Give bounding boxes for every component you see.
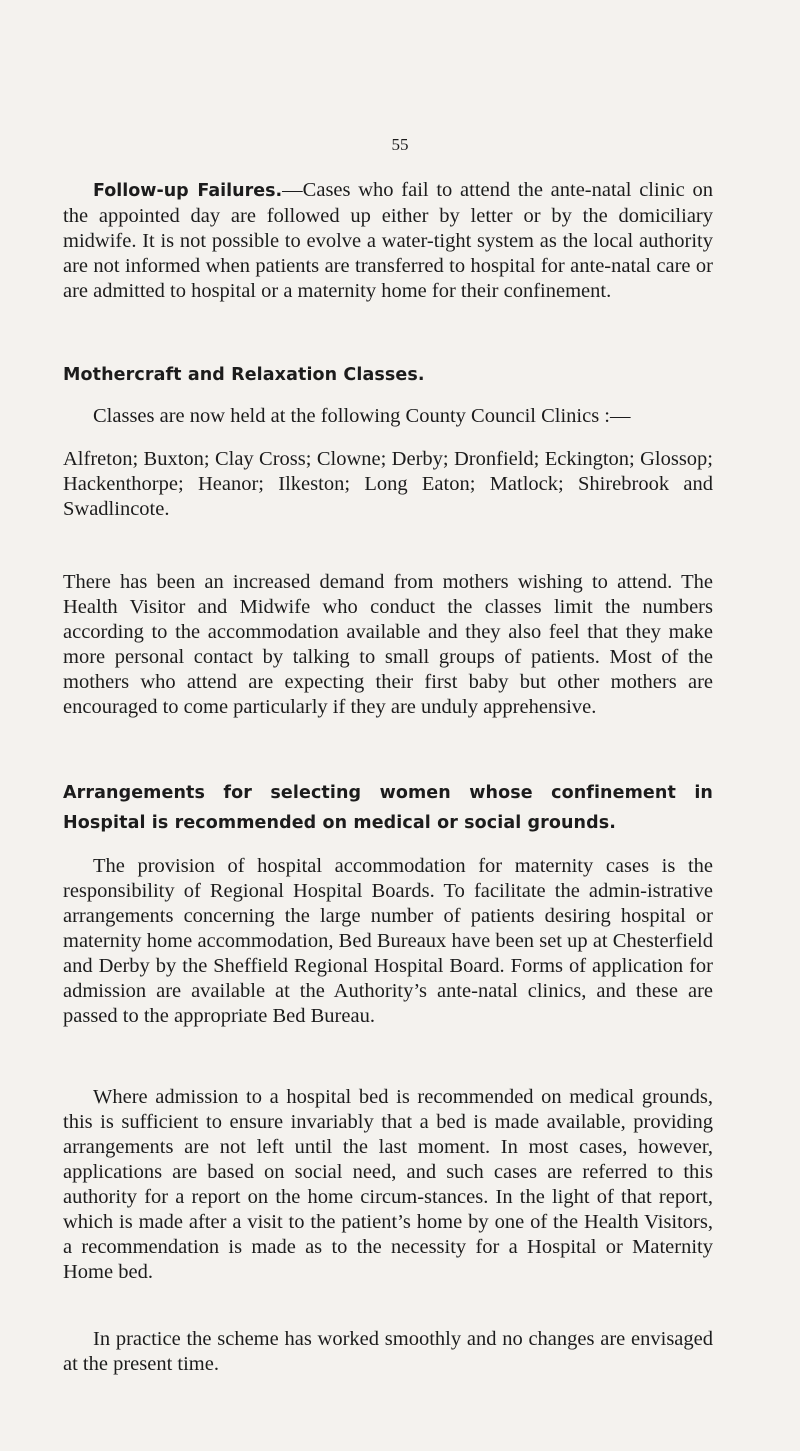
arrangements-heading: Arrangements for selecting women whose confinement in Hospital is recommended on medical or social grounds. bbox=[63, 783, 713, 833]
mothercraft-paragraph: There has been an increased demand from mothers wishing to attend. The Health Visitor and Midwife who conduct the classes limit the numbers according to the accommodation available and they also feel that they make more personal contact by talking to small groups of patients. Most of the mothers who attend are expecting their first baby but other mothers are encouraged to come particularly if they are unduly apprehensive. bbox=[63, 571, 713, 718]
arrangements-paragraph: In practice the scheme has worked smoothly and no changes are envisaged at the present time. bbox=[63, 1328, 713, 1375]
mothercraft-heading: Mothercraft and Relaxation Classes. bbox=[63, 365, 425, 385]
section-mothercraft bbox=[63, 363, 713, 388]
arrangements-paragraph-3-block bbox=[63, 1327, 713, 1377]
follow-up-paragraph bbox=[63, 178, 713, 304]
arrangements-paragraph-1-block bbox=[63, 854, 713, 1029]
section-follow-up bbox=[63, 178, 713, 304]
mothercraft-clinics: Alfreton; Buxton; Clay Cross; Clowne; Derby; Dronfield; Eckington; Glossop; Hackenthorpe; Heanor; Ilkeston; Long Eaton; Matlock; Shirebrook and Swadlincote. bbox=[63, 448, 713, 520]
mothercraft-intro-block bbox=[63, 404, 713, 429]
section-arrangements bbox=[63, 778, 713, 838]
arrangements-paragraph: Where admission to a hospital bed is recommended on medical grounds, this is sufficient to ensure invariably that a bed is made available, providing arrangements are not left until the last moment. In most cases, however, applications are based on social need, and such cases are referred to this authority for a report on the home circum-stances. In the light of that report, which is made after a visit to the patient’s home by one of the Health Visitors, a recommendation is made as to the necessity for a Hospital or Maternity Home bed. bbox=[63, 1086, 713, 1283]
mothercraft-intro: Classes are now held at the following County Council Clinics :— bbox=[93, 405, 631, 427]
clinics-block bbox=[63, 447, 713, 522]
arrangements-paragraph: The provision of hospital accommodation for maternity cases is the responsibility of Regional Hospital Boards. To facilitate the admin-istrative arrangements concerning the large number of patients desiring hospital or maternity home accommodation, Bed Bureaux have been set up at Chesterfield and Derby by the Sheffield Regional Hospital Board. Forms of application for admission are available at the Authority’s ante-natal clinics, and these are passed to the appropriate Bed Bureau. bbox=[63, 855, 713, 1027]
follow-up-body: —Cases who fail to attend the ante-natal clinic on the appointed day are followed up either by letter or by the domiciliary midwife. It is not possible to evolve a water-tight system as the local authority are not informed when patients are transferred to hospital for ante-natal care or are admitted to hospital or a maternity home for their confinement. bbox=[63, 179, 713, 302]
arrangements-paragraph-2-block bbox=[63, 1085, 713, 1285]
mothercraft-paragraph-block bbox=[63, 570, 713, 720]
page-number: 55 bbox=[391, 135, 409, 154]
follow-up-heading: Follow-up Failures. bbox=[93, 181, 283, 201]
